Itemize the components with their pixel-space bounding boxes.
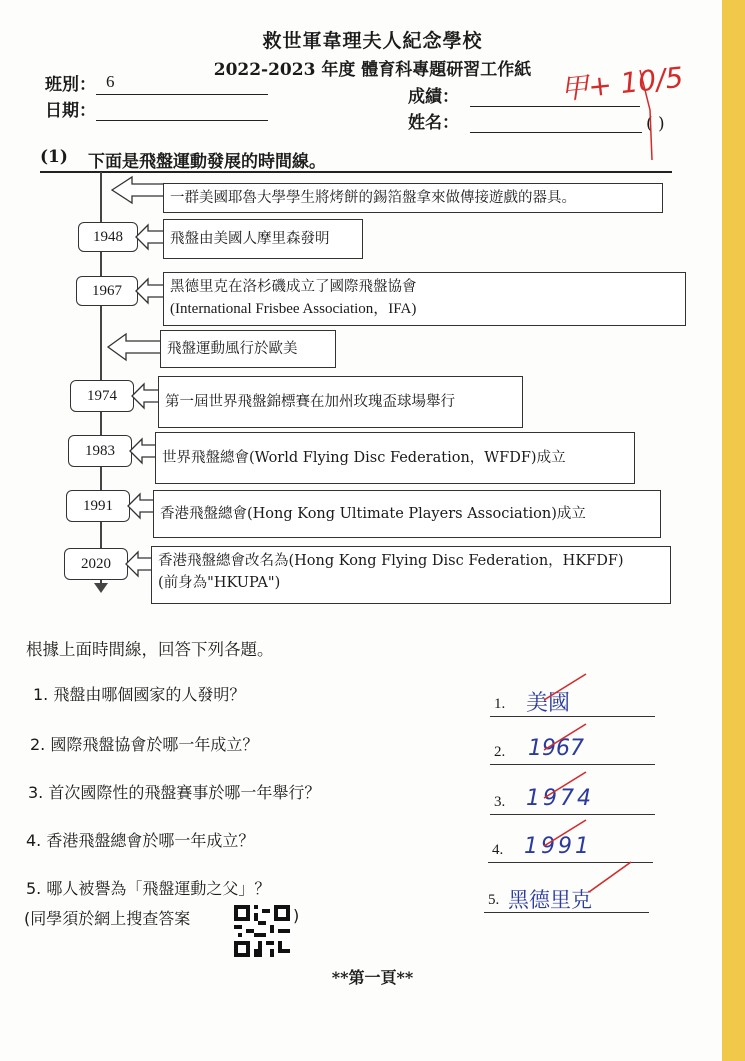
timeline-event-1991 [153,490,661,538]
page-footer: **第一頁** [331,968,414,987]
event-text-line2: (International Frisbee Association，IFA) [170,301,417,317]
year-box-1974: 1974 [70,380,134,412]
event-text-line2: (前身為"HKUPA") [158,575,281,591]
date-field[interactable] [96,100,268,121]
event-text: 一群美國耶魯大學學生將烤餅的錫箔盤拿來做傳接遊戲的器具。 [170,190,576,206]
year-box-1983: 1983 [68,435,132,467]
qr-code-icon[interactable] [234,905,290,957]
year-box-1991: 1991 [66,490,130,522]
timeline-down-arrow-icon [94,583,108,593]
class-label: 班別： [45,75,96,95]
event-text: 世界飛盤總會(World Flying Disc Federation，WFDF)成立 [162,450,566,466]
event-text-line1: 香港飛盤總會改名為(Hong Kong Flying Disc Federation，HKFDF) [158,553,624,569]
class-number-paren: ( ) [646,114,665,134]
answer-number: 1. [494,696,506,712]
timeline-event-1967 [163,272,686,326]
question-5-note-close: ) [293,906,300,925]
worksheet-title: 2022-2023 年度 體育科專題研習工作紙 [213,60,532,80]
timeline-event-1974 [158,376,523,428]
answer-handwriting: 美國 [526,691,571,716]
check-mark-icon [540,768,590,808]
grade-stroke-icon [540,60,680,170]
timeline-event-europe [160,330,336,368]
year-box-1967: 1967 [76,276,138,306]
class-value: 6 [106,72,115,91]
class-field[interactable] [96,74,268,95]
question-1: 1. 飛盤由哪個國家的人發明？ [33,685,246,704]
page-edge-strip [722,0,745,1061]
check-mark-icon [540,720,590,760]
answer-number: 5. [488,892,500,908]
timeline-event-2020 [151,546,671,604]
answer-handwriting: 1974 [526,786,594,811]
year-box-2020: 2020 [64,548,128,580]
score-label: 成績： [408,87,459,107]
arrow-left-icon [110,175,170,205]
check-mark-icon [585,858,635,898]
answer-number: 3. [494,794,506,810]
date-label: 日期： [45,101,96,121]
section-number: (1) [40,147,68,167]
check-mark-icon [540,670,590,710]
arrow-left-icon [106,332,166,362]
answer-number: 4. [492,842,504,858]
question-5-note: (同學須於網上搜查答案 [24,909,191,928]
event-text: 飛盤運動風行於歐美 [167,341,298,357]
event-text: 第一屆世界飛盤錦標賽在加州玫瑰盃球場舉行 [165,394,455,410]
section-heading: 下面是飛盤運動發展的時間線。 [88,152,326,172]
answer-handwriting: 1991 [524,834,592,859]
question-4: 4. 香港飛盤總會於哪一年成立？ [26,831,255,850]
check-mark-icon [540,816,590,856]
answer-handwriting: 1967 [528,736,584,761]
school-name: 救世軍韋理夫人紀念學校 [262,30,483,52]
section-rule [40,171,672,173]
event-text-line1: 黑德里克在洛杉磯成立了國際飛盤協會 [170,279,417,295]
question-5: 5. 哪人被譽為「飛盤運動之父」？ [26,879,271,898]
question-2: 2. 國際飛盤協會於哪一年成立？ [30,735,259,754]
questions-intro: 根據上面時間線，回答下列各題。 [26,640,274,659]
answer-handwriting: 黑德里克 [508,888,592,912]
answer-number: 2. [494,744,506,760]
timeline-event-1983 [155,432,635,484]
timeline-event-1948 [163,219,363,259]
name-label: 姓名： [408,113,459,133]
teacher-grade-mark: 甲+ 10/5 [558,60,685,107]
timeline-event-0 [163,183,663,213]
event-text: 香港飛盤總會(Hong Kong Ultimate Players Association)成立 [160,506,586,522]
question-3: 3. 首次國際性的飛盤賽事於哪一年舉行？ [28,783,321,802]
year-box-1948: 1948 [78,222,138,252]
event-text: 飛盤由美國人摩里森發明 [170,231,330,247]
